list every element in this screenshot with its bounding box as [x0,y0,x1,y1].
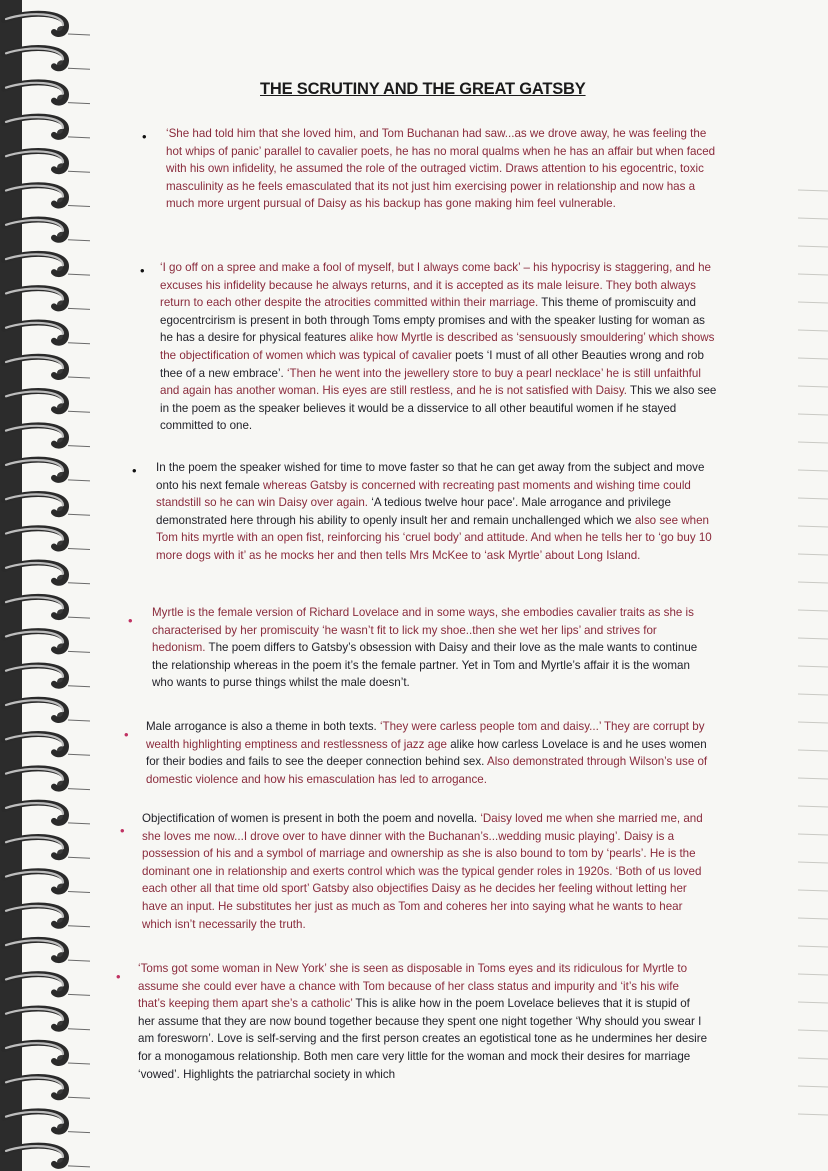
edge-rule-line [798,918,828,919]
paragraph-segment: alike how carless Lovelace is and he uses women for their bodies and fails to see the deeper connection behind sex. [146,737,707,769]
paragraph-segment: poets ‘I must of all other Beauties wrong and rob thee of a new embrace’. [160,348,704,380]
paragraph-segment: ‘They were carless people tom and daisy...’ They are corrupt by wealth highlighting emptiness and restlessness of jazz age [146,720,705,751]
paragraph-segment: This theme of promiscuity and egocentrcirism is present in both through Toms empty promises and with the speaker lusting for woman as he has a desire for physical features [160,296,705,345]
edge-rule-line [798,442,828,443]
paragraph-segment: ‘A tedious twelve hour pace’. Male arrogance and privilege demonstrated here through his ability to openly insult her and remain unchallenged which we [156,496,671,527]
spiral-binding-graphic [0,0,90,1171]
bullet-2: • [140,263,145,278]
bullet-4: • [128,613,133,628]
edge-rule-line [798,470,828,471]
paragraph-segment: ‘Daisy loved me when she married me, and she loves me now...I drove over to have dinner with the Buchanan’s...wedding music playing’. Daisy is a possession of his and a symbol of marriage and ownership as she is also bound to tom by ‘pearls’. He is the dominant one in relationship and exerts control which was the typical gender roles in 1920s. ‘Both of us loved each other all that time old sport’ Gatsby also objectifies Daisy as he decides her feeling without letting her have an input. He substitutes her just as much as Tom and coheres her into saying what he wants to hear which isn’t necessarily the truth. [142,812,703,931]
edge-rule-line [798,1086,828,1087]
edge-rule-line [798,554,828,555]
edge-rule-line [798,330,828,331]
edge-rule-line [798,890,828,891]
document-body [110,0,730,1171]
paragraph-segment: ‘Then he went into the jewellery store to buy a pearl necklace’ he is still unfaithful and again has another woman. His eyes are still restless, and he is not satisfied with Daisy. [160,366,701,398]
paragraph-5 [146,718,710,788]
edge-rule-line [798,722,828,723]
paragraph-segment: The poem differs to Gatsby’s obsession with Daisy and their love as the male wants to continue the relationship whereas in the poem it’s the female partner. Yet in Tom and Myrtle’s affair it is the woman who wants to purse things whilst the male doesn’t. [152,641,698,690]
paragraph-segment: Myrtle is the female version of Richard Lovelace and in some ways, she embodies cavalier traits as she is characterised by her promiscuity ‘he wasn’t fit to lick my shoe..then she wet her lips’ and strives for hedonism. [152,606,694,655]
spiral-binding [0,0,90,1171]
edge-rule-line [798,498,828,499]
edge-rule-line [798,1002,828,1003]
paragraph-2 [160,259,720,435]
paragraph-7 [138,960,708,1083]
document-title: THE SCRUTINY AND THE GREAT GATSBY [260,80,586,98]
edge-rule-line [798,694,828,695]
paragraph-segment: also see when Tom hits myrtle with an open fist, reinforcing his ‘cruel body’ and attitude. And when he tells her to ‘go buy 10 more dogs with it’ as he mocks her and then tells Mrs McKee to ‘ask Myrtle’ about Long Island. [156,513,712,562]
edge-rule-line [798,778,828,779]
paragraph-1 [166,125,722,213]
paragraph-segment: Also demonstrated through Wilson’s use of domestic violence and how his emasculation has led to arrogance. [146,755,708,786]
edge-rule-line [798,834,828,835]
edge-rule-line [798,274,828,275]
paragraph-segment: In the poem the speaker wished for time to move faster so that he can get away from the subject and move onto his next female [156,461,705,492]
paragraph-segment: Male arrogance is also a theme in both texts. [146,720,380,733]
edge-rule-line [798,1030,828,1031]
paragraph-4 [152,604,712,692]
edge-rule-line [798,1114,828,1115]
edge-rule-line [798,1058,828,1059]
edge-rule-line [798,302,828,303]
paragraph-segment: whereas Gatsby is concerned with recreating past moments and wishing time could standstill so he can win Daisy over again. [156,478,691,510]
paragraph-segment: This we also see in the poem as the speaker believes it would be a disservice to all other beautiful women if he stayed committed to one. [160,384,717,433]
edge-rule-line [798,582,828,583]
page-edge-lines [788,0,828,1171]
bullet-7: • [116,969,121,984]
paragraph-3 [156,459,712,565]
bullet-3: • [132,463,137,478]
edge-rule-line [798,610,828,611]
edge-rule-line [798,218,828,219]
paragraph-6 [142,810,708,933]
paragraph-segment: This is alike how in the poem Lovelace believes that it is stupid of her assume that they are now bound together because they spent one night together ‘Why should you swear I am foresworn’. Love is self-serving and the first person creates an egotistical tone as he undermines her desire for a monogamous relationship. Both men care very little for the woman and mock their desires for marriage ‘vowed’. Highlights the patriarchal society in which [138,997,708,1081]
binding-edge [0,0,22,1171]
edge-rule-line [798,806,828,807]
edge-rule-line [798,386,828,387]
paragraph-segment: alike how Myrtle is described as ‘sensuously smouldering’ which shows the objectification of women which was typical of cavalier [160,331,715,362]
paragraph-segment: ‘She had told him that she loved him, and Tom Buchanan had saw...as we drove away, he was feeling the hot whips of panic’ parallel to cavalier poets, he has no moral qualms when he has an affair but when faced with his own infidelity, he assumed the role of the outraged victim. Draws attention to his egocentric, toxic masculinity as he feels emasculated that its not just him exercising power in relationship and now has a much more urgent pursual of Daisy as his backup has gone making him feel vulnerable. [166,127,716,211]
edge-rule-line [798,862,828,863]
paragraph-segment: Objectification of women is present in both the poem and novella. [142,812,481,825]
edge-rule-line [798,526,828,527]
edge-rule-line [798,414,828,415]
edge-rule-line [798,358,828,359]
edge-rule-line [798,246,828,247]
bullet-6: • [120,823,125,838]
edge-rule-line [798,946,828,947]
paragraph-segment: ‘Toms got some woman in New York’ she is seen as disposable in Toms eyes and its ridiculous for Myrtle to assume she could ever have a chance with Tom because of her class status and impurity and ‘it’s his wife that’s keeping them apart she’s a catholic’ [138,962,688,1011]
edge-rule-line [798,638,828,639]
bullet-1: • [142,129,147,144]
bullet-5: • [124,727,129,742]
paragraph-segment: ‘I go off on a spree and make a fool of myself, but I always come back’ – his hypocrisy is staggering, and he excuses his infidelity because he always returns, and it is accepted as its male leisure. They both always return to each other despite the atrocities committed within their marriage. [160,261,711,310]
edge-rule-line [798,190,828,191]
edge-rule-line [798,666,828,667]
edge-rule-line [798,974,828,975]
edge-rule-line [798,750,828,751]
